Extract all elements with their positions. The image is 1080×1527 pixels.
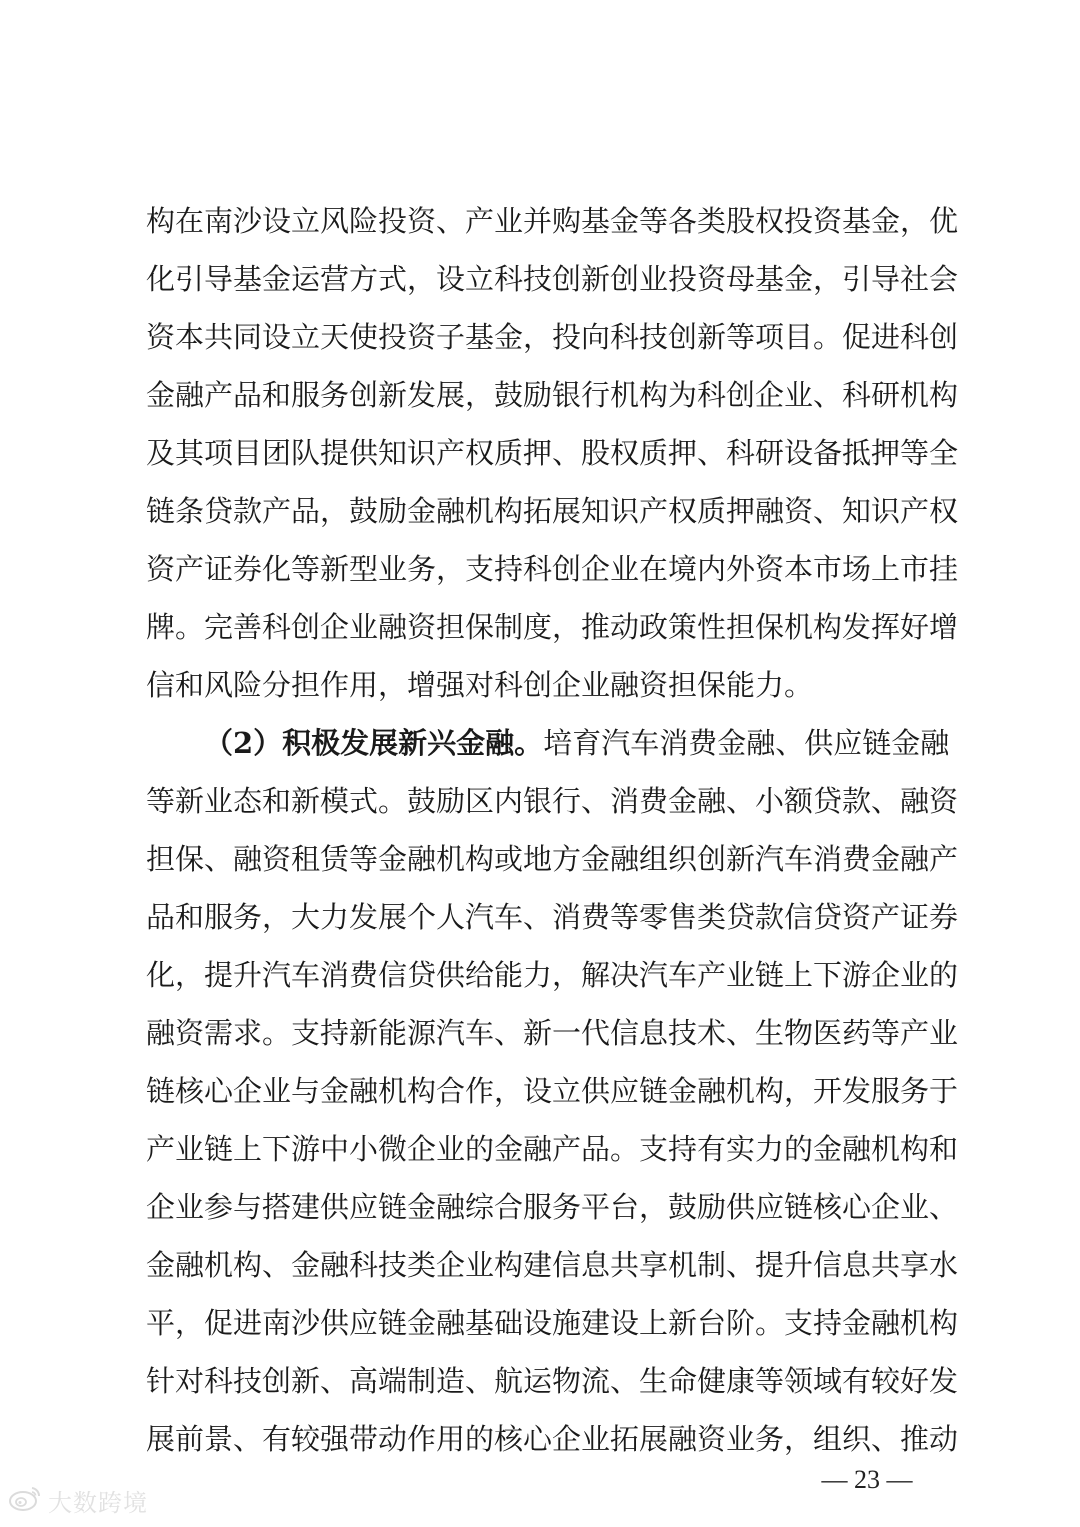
paragraph-line: 链核心企业与金融机构合作，设立供应链金融机构，开发服务于 xyxy=(146,1074,959,1108)
paragraph-line: 展前景、有较强带动作用的核心企业拓展融资业务，组织、推动 xyxy=(146,1422,959,1456)
paragraph-line: 牌。完善科创企业融资担保制度，推动政策性担保机构发挥好增 xyxy=(146,610,959,644)
section-heading-line xyxy=(146,714,948,772)
paragraph-line: 资本共同设立天使投资子基金，投向科技创新等项目。促进科创 xyxy=(146,320,959,354)
paragraph-line: 构在南沙设立风险投资、产业并购基金等各类股权投资基金，优 xyxy=(146,204,959,238)
paragraph-line: 针对科技创新、高端制造、航运物流、生命健康等领域有较好发 xyxy=(146,1364,959,1398)
paragraph-line: 资产证券化等新型业务，支持科创企业在境内外资本市场上市挂 xyxy=(146,552,959,586)
weibo-logo-icon xyxy=(8,1484,42,1516)
paragraph-line: 融资需求。支持新能源汽车、新一代信息技术、生物医药等产业 xyxy=(146,1016,959,1050)
section-heading-rest: 培育汽车消费金融、供应链金融 xyxy=(543,726,950,760)
watermark-text: 大数跨境 xyxy=(48,1488,148,1517)
paragraph-line: 金融产品和服务创新发展，鼓励银行机构为科创企业、科研机构 xyxy=(146,378,959,412)
paragraph-line: 企业参与搭建供应链金融综合服务平台，鼓励供应链核心企业、 xyxy=(146,1190,959,1224)
paragraph-line: 担保、融资租赁等金融机构或地方金融组织创新汽车消费金融产 xyxy=(146,842,959,876)
document-body xyxy=(146,192,959,1468)
paragraph-line: 产业链上下游中小微企业的金融产品。支持有实力的金融机构和 xyxy=(146,1132,959,1166)
paragraph-line: 信和风险分担作用，增强对科创企业融资担保能力。 xyxy=(146,668,814,702)
watermark xyxy=(8,1483,148,1517)
paragraph-line: 金融机构、金融科技类企业构建信息共享机制、提升信息共享水 xyxy=(146,1248,959,1282)
paragraph-line: 化引导基金运营方式，设立科技创新创业投资母基金，引导社会 xyxy=(146,262,959,296)
paragraph-line: 化，提升汽车消费信贷供给能力，解决汽车产业链上下游企业的 xyxy=(146,958,959,992)
section-heading: （2）积极发展新兴金融。 xyxy=(204,726,544,760)
paragraph-line: 链条贷款产品，鼓励金融机构拓展知识产权质押融资、知识产权 xyxy=(146,494,959,528)
paragraph-line: 及其项目团队提供知识产权质押、股权质押、科研设备抵押等全 xyxy=(146,436,959,470)
page-number: — 23 — xyxy=(821,1465,913,1494)
paragraph-line: 品和服务，大力发展个人汽车、消费等零售类贷款信贷资产证券 xyxy=(146,900,959,934)
paragraph-line: 平，促进南沙供应链金融基础设施建设上新台阶。支持金融机构 xyxy=(146,1306,959,1340)
paragraph-line: 等新业态和新模式。鼓励区内银行、消费金融、小额贷款、融资 xyxy=(146,784,959,818)
